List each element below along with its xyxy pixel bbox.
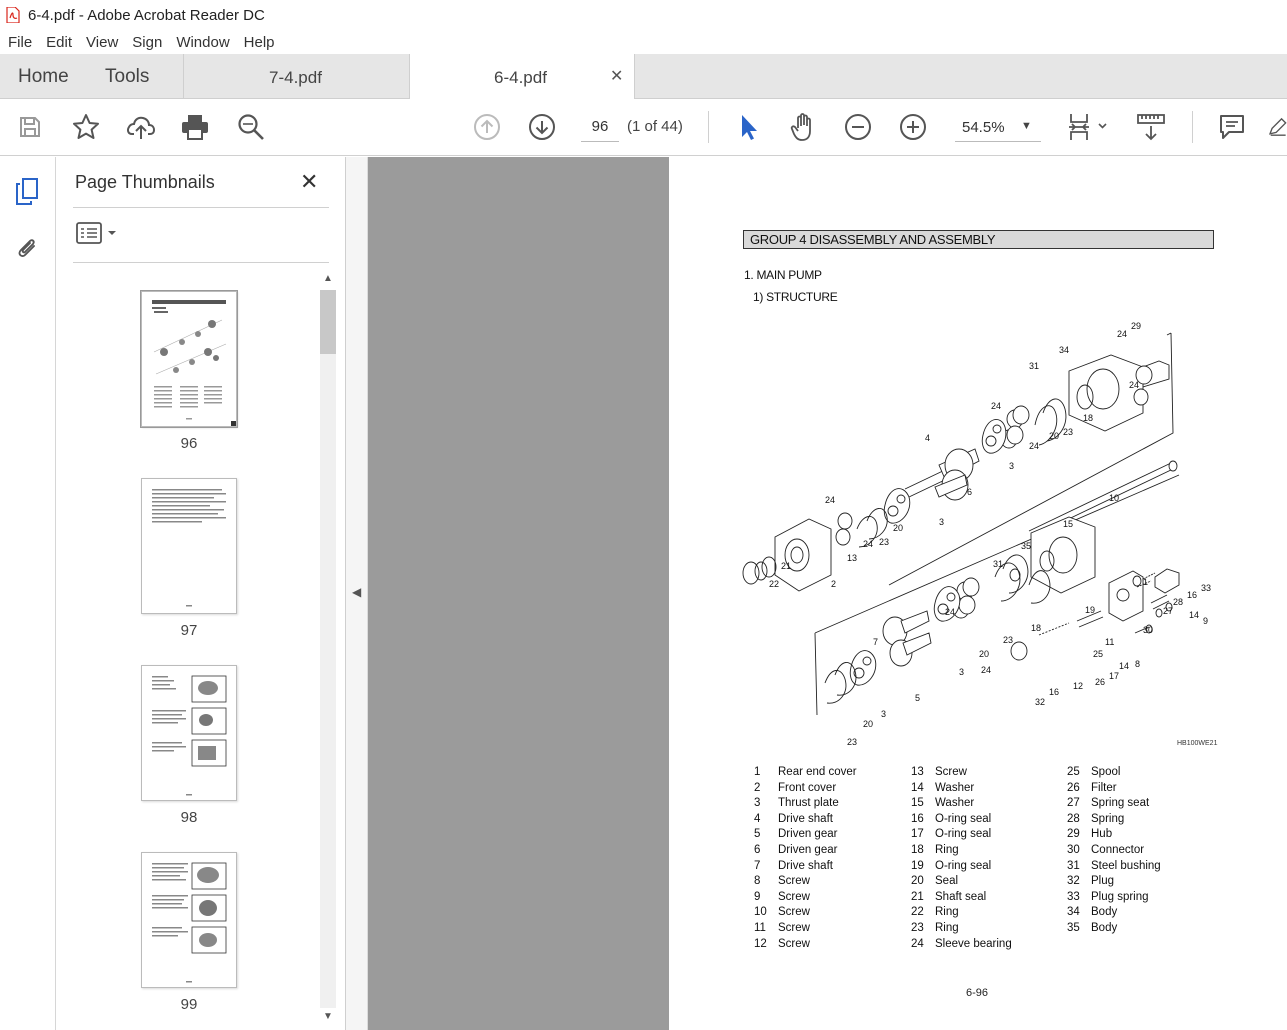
- part-name: Connector: [1091, 843, 1145, 856]
- page-number-input[interactable]: 96: [581, 112, 619, 142]
- part-number: 34: [1067, 906, 1080, 919]
- diagram-callout: 18: [1083, 413, 1094, 423]
- diagram-callout: 31: [1029, 361, 1040, 371]
- part-number: 21: [911, 890, 924, 903]
- scrollbar-track[interactable]: [320, 290, 336, 1008]
- part-row: [754, 797, 914, 813]
- part-row: [754, 782, 914, 798]
- bookmark-star-icon[interactable]: [70, 111, 102, 143]
- diagram-callout: 20: [893, 523, 904, 533]
- part-name: Hub: [1091, 828, 1113, 841]
- exploded-pump-diagram: [739, 315, 1229, 755]
- diagram-callout: 24: [825, 495, 836, 505]
- thumbnail-page-number: 96: [180, 435, 198, 452]
- menu-view[interactable]: View: [86, 33, 119, 51]
- part-name: Screw: [778, 875, 810, 888]
- diagram-callout: 30: [1143, 625, 1154, 635]
- part-name: Body: [1091, 921, 1118, 934]
- diagram-callout: 20: [1049, 431, 1060, 441]
- diagram-callout: 23: [1003, 635, 1014, 645]
- diagram-callout: 3: [959, 667, 965, 677]
- diagram-callout: 21: [781, 561, 792, 571]
- part-number: 6: [754, 843, 761, 856]
- part-row: [1067, 922, 1227, 938]
- part-number: 11: [754, 921, 766, 934]
- diagram-callout: 34: [1059, 345, 1070, 355]
- diagram-callout: 22: [769, 579, 780, 589]
- diagram-callout: 13: [847, 553, 858, 563]
- part-name: Washer: [935, 797, 975, 810]
- chevron-down-icon: ▼: [1021, 120, 1032, 132]
- toolbar: [0, 99, 1287, 156]
- diagram-callout: 24: [863, 539, 874, 549]
- part-number: 1: [754, 766, 761, 778]
- part-number: 20: [911, 875, 924, 888]
- part-name: Screw: [935, 766, 967, 778]
- part-number: 24: [911, 937, 924, 950]
- panel-divider: [73, 207, 329, 208]
- diagram-callout: 14: [1189, 610, 1200, 620]
- part-number: 32: [1067, 875, 1080, 888]
- diagram-callout: 3: [1009, 461, 1015, 471]
- part-number: 35: [1067, 921, 1080, 934]
- part-name: Spring seat: [1091, 797, 1150, 810]
- diagram-callout: 28: [1173, 597, 1184, 607]
- figure-code: HB100WE21: [1177, 740, 1218, 747]
- part-row: [1067, 782, 1227, 798]
- document-view[interactable]: [368, 157, 1287, 1030]
- diagram-callout: 12: [1073, 681, 1084, 691]
- part-row: [1067, 906, 1227, 922]
- part-row: [911, 860, 1071, 876]
- diagram-callout: 6: [967, 487, 973, 497]
- diagram-callout: 25: [1093, 649, 1104, 659]
- part-name: Driven gear: [778, 843, 838, 856]
- tab-tools[interactable]: Tools: [105, 66, 150, 87]
- part-number: 15: [911, 797, 924, 810]
- diagram-callout: 16: [1187, 590, 1198, 600]
- diagram-callout: 23: [879, 537, 890, 547]
- menu-file[interactable]: File: [8, 33, 33, 51]
- part-row: [1067, 766, 1227, 782]
- part-row: [754, 906, 914, 922]
- diagram-callout: 1: [1143, 577, 1149, 587]
- thumbnail-panel: [56, 157, 346, 1030]
- part-name: O-ring seal: [935, 812, 992, 825]
- part-row: [1067, 797, 1227, 813]
- zoom-search-icon[interactable]: [235, 111, 267, 143]
- thumbnail-page-number: 99: [180, 996, 198, 1013]
- part-number: 18: [911, 843, 924, 856]
- part-number: 8: [754, 875, 761, 888]
- panel-collapse-handle[interactable]: [346, 157, 368, 1030]
- part-number: 31: [1067, 859, 1080, 872]
- part-number: 3: [754, 797, 761, 810]
- page-thumbnail[interactable]: [141, 665, 237, 801]
- select-cursor-icon[interactable]: [733, 111, 765, 143]
- menu-edit[interactable]: Edit: [46, 33, 73, 51]
- close-tab-icon[interactable]: ✕: [610, 68, 624, 85]
- diagram-callout: 17: [1109, 671, 1120, 681]
- diagram-callout: 18: [1031, 623, 1042, 633]
- sign-pen-icon[interactable]: [1268, 111, 1287, 143]
- part-name: Screw: [778, 890, 810, 903]
- part-name: Shaft seal: [935, 890, 987, 903]
- part-name: Washer: [935, 781, 975, 794]
- tab-label: 7-4.pdf: [269, 68, 322, 87]
- scroll-mode-icon[interactable]: [1135, 111, 1167, 143]
- part-name: Plug spring: [1091, 890, 1149, 903]
- part-number: 23: [911, 921, 924, 934]
- part-name: Screw: [778, 906, 810, 919]
- diagram-callout: 20: [863, 719, 874, 729]
- part-row: [1067, 813, 1227, 829]
- part-row: [754, 860, 914, 876]
- menu-window[interactable]: Window: [176, 33, 230, 51]
- diagram-callout: 29: [1131, 321, 1142, 331]
- thumbnail-options-button[interactable]: [76, 222, 120, 246]
- page-thumbnail[interactable]: [141, 291, 237, 427]
- zoom-in-icon[interactable]: [897, 111, 929, 143]
- part-name: O-ring seal: [935, 828, 992, 841]
- diagram-callout: 15: [1063, 519, 1074, 529]
- diagram-callout: 11: [1105, 637, 1115, 647]
- subsection-heading: 1) STRUCTURE: [753, 290, 838, 304]
- part-number: 4: [754, 812, 761, 825]
- scroll-up-icon[interactable]: ▲: [323, 273, 333, 284]
- diagram-callout: 24: [1029, 441, 1040, 451]
- parts-column: [754, 766, 914, 953]
- part-number: 26: [1067, 781, 1080, 794]
- tab-bar: [0, 54, 1287, 99]
- part-name: Steel bushing: [1091, 859, 1161, 872]
- part-row: [911, 875, 1071, 891]
- part-row: [1067, 844, 1227, 860]
- thumbnail-page-number: 97: [180, 622, 198, 639]
- page-count: (1 of 44): [627, 118, 683, 135]
- part-name: Ring: [935, 906, 959, 919]
- diagram-callout: 24: [991, 401, 1002, 411]
- diagram-callout: 8: [1135, 659, 1141, 669]
- diagram-callout: 3: [881, 709, 887, 719]
- scrollbar-thumb[interactable]: [320, 290, 336, 354]
- pdf-page: [669, 157, 1287, 1030]
- part-row: [754, 828, 914, 844]
- part-number: 2: [754, 781, 761, 794]
- upload-cloud-icon[interactable]: [125, 111, 157, 143]
- part-number: 27: [1067, 797, 1080, 810]
- window-title: 6-4.pdf - Adobe Acrobat Reader DC: [28, 6, 265, 24]
- diagram-callout: 20: [979, 649, 990, 659]
- diagram-callout: 33: [1201, 583, 1212, 593]
- comment-icon[interactable]: [1216, 111, 1248, 143]
- diagram-callout: 24: [1129, 380, 1140, 390]
- tab-home[interactable]: Home: [18, 66, 69, 87]
- diagram-callout: 24: [945, 607, 956, 617]
- part-name: Screw: [778, 921, 810, 934]
- section-heading: 1. MAIN PUMP: [744, 268, 822, 282]
- tab-document-7-4[interactable]: [184, 54, 409, 99]
- previous-page-icon[interactable]: [471, 111, 503, 143]
- diagram-callout: 27: [1163, 606, 1174, 616]
- part-row: [754, 938, 914, 954]
- diagram-callout: 19: [1085, 605, 1096, 615]
- save-icon[interactable]: [14, 111, 46, 143]
- diagram-callout: 32: [1035, 697, 1046, 707]
- collapse-left-icon: ◀: [352, 585, 362, 599]
- diagram-callout: 14: [1119, 661, 1130, 671]
- part-name: Ring: [935, 921, 959, 934]
- left-rail: [0, 157, 56, 1030]
- part-name: Rear end cover: [778, 766, 857, 778]
- part-row: [911, 766, 1071, 782]
- part-number: 25: [1067, 766, 1080, 778]
- part-number: 19: [911, 859, 924, 872]
- close-panel-icon[interactable]: ✕: [300, 169, 319, 194]
- page-thumbnail[interactable]: [141, 852, 237, 988]
- toolbar-divider: [708, 111, 709, 143]
- part-row: [911, 828, 1071, 844]
- diagram-callout: 31: [993, 559, 1004, 569]
- part-name: Thrust plate: [778, 797, 839, 810]
- scroll-down-icon[interactable]: ▼: [323, 1011, 333, 1022]
- part-row: [754, 891, 914, 907]
- diagram-callout: 26: [1095, 677, 1106, 687]
- hand-tool-icon[interactable]: [788, 111, 820, 143]
- part-row: [1067, 875, 1227, 891]
- thumbnail-scrollbar[interactable]: [318, 270, 336, 1028]
- part-row: [754, 922, 914, 938]
- next-page-icon[interactable]: [526, 111, 558, 143]
- part-name: Sleeve bearing: [935, 937, 1012, 950]
- part-name: Drive shaft: [778, 859, 833, 872]
- part-row: [911, 891, 1071, 907]
- part-row: [754, 844, 914, 860]
- part-row: [911, 938, 1071, 954]
- part-name: Front cover: [778, 781, 837, 794]
- part-number: 12: [754, 937, 767, 950]
- part-row: [1067, 828, 1227, 844]
- part-row: [754, 766, 914, 782]
- part-name: Plug: [1091, 875, 1115, 888]
- diagram-callout: 23: [1063, 427, 1074, 437]
- part-number: 13: [911, 766, 924, 778]
- part-name: Body: [1091, 906, 1118, 919]
- part-name: Ring: [935, 843, 959, 856]
- part-number: 30: [1067, 843, 1080, 856]
- diagram-callout: 16: [1049, 687, 1060, 697]
- part-name: Drive shaft: [778, 812, 833, 825]
- panel-title: Page Thumbnails: [75, 172, 215, 192]
- part-name: Screw: [778, 937, 810, 950]
- parts-column: [1067, 766, 1227, 938]
- part-row: [911, 797, 1071, 813]
- group-heading: GROUP 4 DISASSEMBLY AND ASSEMBLY: [743, 230, 1214, 249]
- part-row: [1067, 860, 1227, 876]
- part-number: 16: [911, 812, 924, 825]
- part-number: 22: [911, 906, 924, 919]
- part-name: O-ring seal: [935, 859, 992, 872]
- diagram-callout: 5: [915, 693, 921, 703]
- part-number: 33: [1067, 890, 1080, 903]
- parts-column: [911, 766, 1071, 953]
- diagram-callout: 23: [847, 737, 858, 747]
- part-name: Filter: [1091, 781, 1117, 794]
- diagram-callout: 35: [1021, 541, 1032, 551]
- part-row: [754, 875, 914, 891]
- part-number: 17: [911, 828, 924, 841]
- part-number: 10: [754, 906, 767, 919]
- diagram-callout: 24: [981, 665, 992, 675]
- toolbar-divider: [1192, 111, 1193, 143]
- thumbnail-page-number: 98: [180, 809, 198, 826]
- part-name: Seal: [935, 875, 959, 888]
- part-row: [911, 906, 1071, 922]
- part-number: 9: [754, 890, 761, 903]
- part-number: 29: [1067, 828, 1080, 841]
- diagram-callout: 3: [939, 517, 945, 527]
- diagram-callout: 9: [1203, 616, 1209, 626]
- pdf-file-icon: [6, 7, 20, 23]
- page-thumbnail[interactable]: [141, 478, 237, 614]
- diagram-callout: 24: [1117, 329, 1128, 339]
- part-name: Driven gear: [778, 828, 838, 841]
- page-thumbnails-icon[interactable]: [12, 177, 42, 207]
- part-row: [911, 782, 1071, 798]
- menu-help[interactable]: Help: [243, 33, 275, 51]
- page-footer: 6-96: [966, 987, 989, 999]
- part-row: [1067, 891, 1227, 907]
- tab-document-6-4[interactable]: [410, 54, 635, 100]
- part-number: 5: [754, 828, 761, 841]
- part-number: 7: [754, 859, 761, 872]
- diagram-callout: 2: [831, 579, 837, 589]
- menu-bar: [0, 30, 1287, 54]
- diagram-callout: 7: [873, 637, 879, 647]
- part-name: Spring: [1091, 812, 1125, 825]
- attachment-icon[interactable]: [12, 233, 42, 263]
- diagram-callout: 10: [1109, 493, 1120, 503]
- zoom-level-select[interactable]: [955, 112, 1041, 142]
- part-row: [911, 813, 1071, 829]
- part-name: Spool: [1091, 766, 1121, 778]
- zoom-out-icon[interactable]: [842, 111, 874, 143]
- page-display-icon[interactable]: [1066, 111, 1112, 143]
- part-row: [911, 844, 1071, 860]
- part-row: [911, 922, 1071, 938]
- part-row: [754, 813, 914, 829]
- zoom-value: 54.5%: [962, 119, 1005, 136]
- part-number: 14: [911, 781, 924, 794]
- part-number: 28: [1067, 812, 1080, 825]
- diagram-callout: 4: [925, 433, 931, 443]
- menu-sign[interactable]: Sign: [132, 33, 163, 51]
- print-icon[interactable]: [179, 111, 211, 143]
- title-bar: [0, 0, 1287, 30]
- panel-divider: [73, 262, 329, 263]
- tab-label: 6-4.pdf: [494, 68, 547, 87]
